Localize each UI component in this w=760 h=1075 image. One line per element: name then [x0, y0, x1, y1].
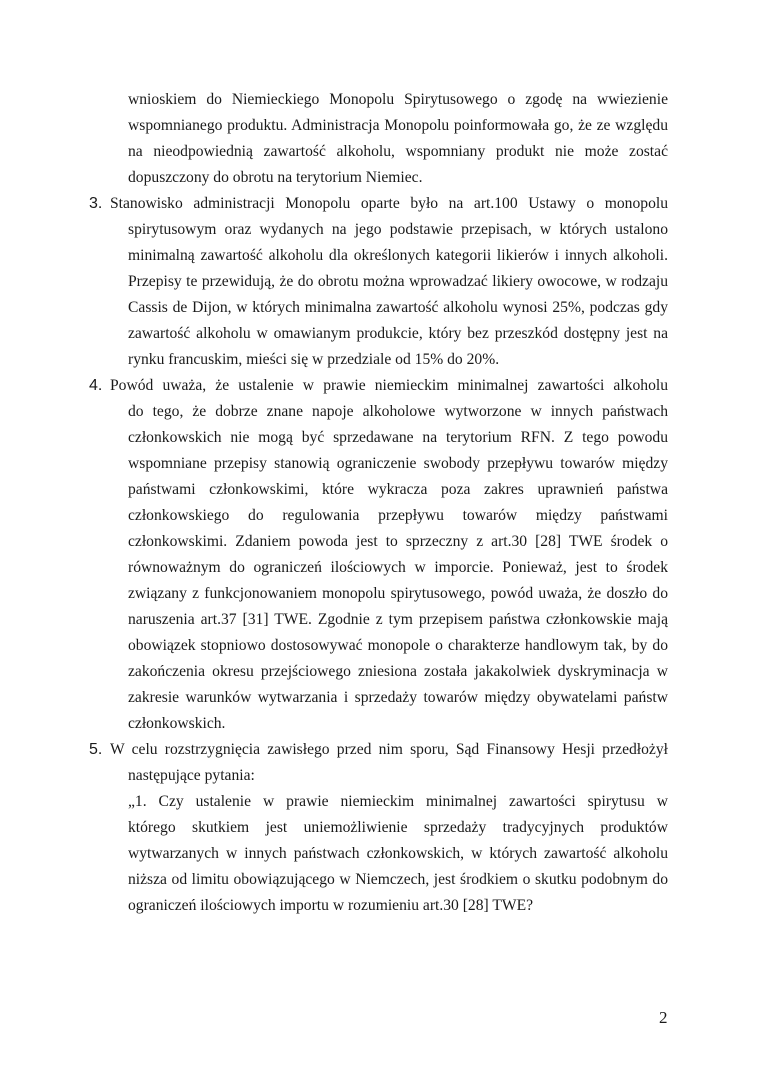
text-line: Przepisy te przewidują, że do obrotu można wprowadzać likiery owocowe, w rodzaju: [128, 273, 668, 290]
text-line: Stanowisko administracji Monopolu oparte było na art.100 Ustawy o monopolu: [110, 195, 668, 212]
text-line: równoważnym do ograniczeń ilościowych w imporcie. Ponieważ, jest to środek: [128, 559, 668, 576]
paragraph-continuation: [0, 87, 760, 191]
text-line: ograniczeń ilościowych importu w rozumieniu art.30 [28] TWE?: [128, 897, 534, 914]
text-line: wnioskiem do Niemieckiego Monopolu Spirytusowego o zgodę na wwiezienie: [128, 91, 668, 108]
document-body: [0, 87, 760, 919]
text-line: rynku francuskim, mieści się w przedziale od 15% do 20%.: [128, 351, 500, 368]
text-line: członkowskich nie mogą być sprzedawane na terytorium RFN. Z tego powodu: [128, 429, 668, 446]
list-number: 3.: [89, 195, 103, 212]
text-line: naruszenia art.37 [31] TWE. Zgodnie z tym przepisem państwa członkowskie mają: [128, 611, 668, 628]
text-line: na nieodpowiednią zawartość alkoholu, wspomniany produkt nie może zostać: [128, 143, 668, 160]
text-line: minimalną zawartość alkoholu dla określonych kategorii likierów i innych alkoholi.: [128, 247, 668, 264]
text-line: „1. Czy ustalenie w prawie niemieckim minimalnej zawartości spirytusu w: [128, 793, 668, 810]
text-line: Cassis de Dijon, w których minimalna zawartość alkoholu wynosi 25%, podczas gdy: [128, 299, 668, 316]
list-number: 4.: [89, 377, 103, 394]
text-line: dopuszczony do obrotu na terytorium Niemiec.: [128, 169, 423, 186]
numbered-paragraph: [0, 373, 760, 737]
text-line: którego skutkiem jest uniemożliwienie sprzedaży tradycyjnych produktów: [128, 819, 668, 836]
text-line: wspomnianego produktu. Administracja Monopolu poinformowała go, że ze względu: [128, 117, 668, 134]
text-line: państwami członkowskimi, które wykracza poza zakres uprawnień państwa: [128, 481, 668, 498]
text-line: spirytusowym oraz wydanych na jego podstawie przepisach, w których ustalono: [128, 221, 668, 238]
text-line: zawartość alkoholu w omawianym produkcie, który bez przeszkód dostępny jest na: [128, 325, 668, 342]
text-line: członkowskich.: [128, 715, 226, 732]
text-line: obowiązek stopniowo dostosowywać monopole o charakterze handlowym tak, by do: [128, 637, 668, 654]
numbered-paragraph: [0, 191, 760, 373]
list-number: 5.: [89, 741, 103, 758]
text-line: do tego, że dobrze znane napoje alkoholowe wytworzone w innych państwach: [128, 403, 668, 420]
text-line: następujące pytania:: [128, 767, 255, 784]
text-line: związany z funkcjonowaniem monopolu spirytusowego, powód uważa, że doszło do: [128, 585, 668, 602]
text-line: niższa od limitu obowiązującego w Niemczech, jest środkiem o skutku podobnym do: [128, 871, 668, 888]
text-line: członkowskiego do regulowania przepływu towarów między państwami: [128, 507, 668, 524]
text-line: Powód uważa, że ustalenie w prawie niemieckim minimalnej zawartości alkoholu: [110, 377, 668, 394]
text-line: członkowskimi. Zdaniem powoda jest to sprzeczny z art.30 [28] TWE środek o: [128, 533, 668, 550]
numbered-paragraph: [0, 737, 760, 919]
text-line: wspomniane przepisy stanowią ograniczenie swobody przepływu towarów między: [128, 455, 668, 472]
page-number: 2: [659, 1008, 668, 1027]
text-line: zakresie warunków wytwarzania i sprzedaży towarów między obywatelami państw: [128, 689, 668, 706]
text-line: W celu rozstrzygnięcia zawisłego przed nim sporu, Sąd Finansowy Hesji przedłożył: [110, 741, 668, 758]
text-line: zakończenia okresu przejściowego zniesiona została jakakolwiek dyskryminacja w: [128, 663, 668, 680]
text-line: wytwarzanych w innych państwach członkowskich, w których zawartość alkoholu: [128, 845, 668, 862]
